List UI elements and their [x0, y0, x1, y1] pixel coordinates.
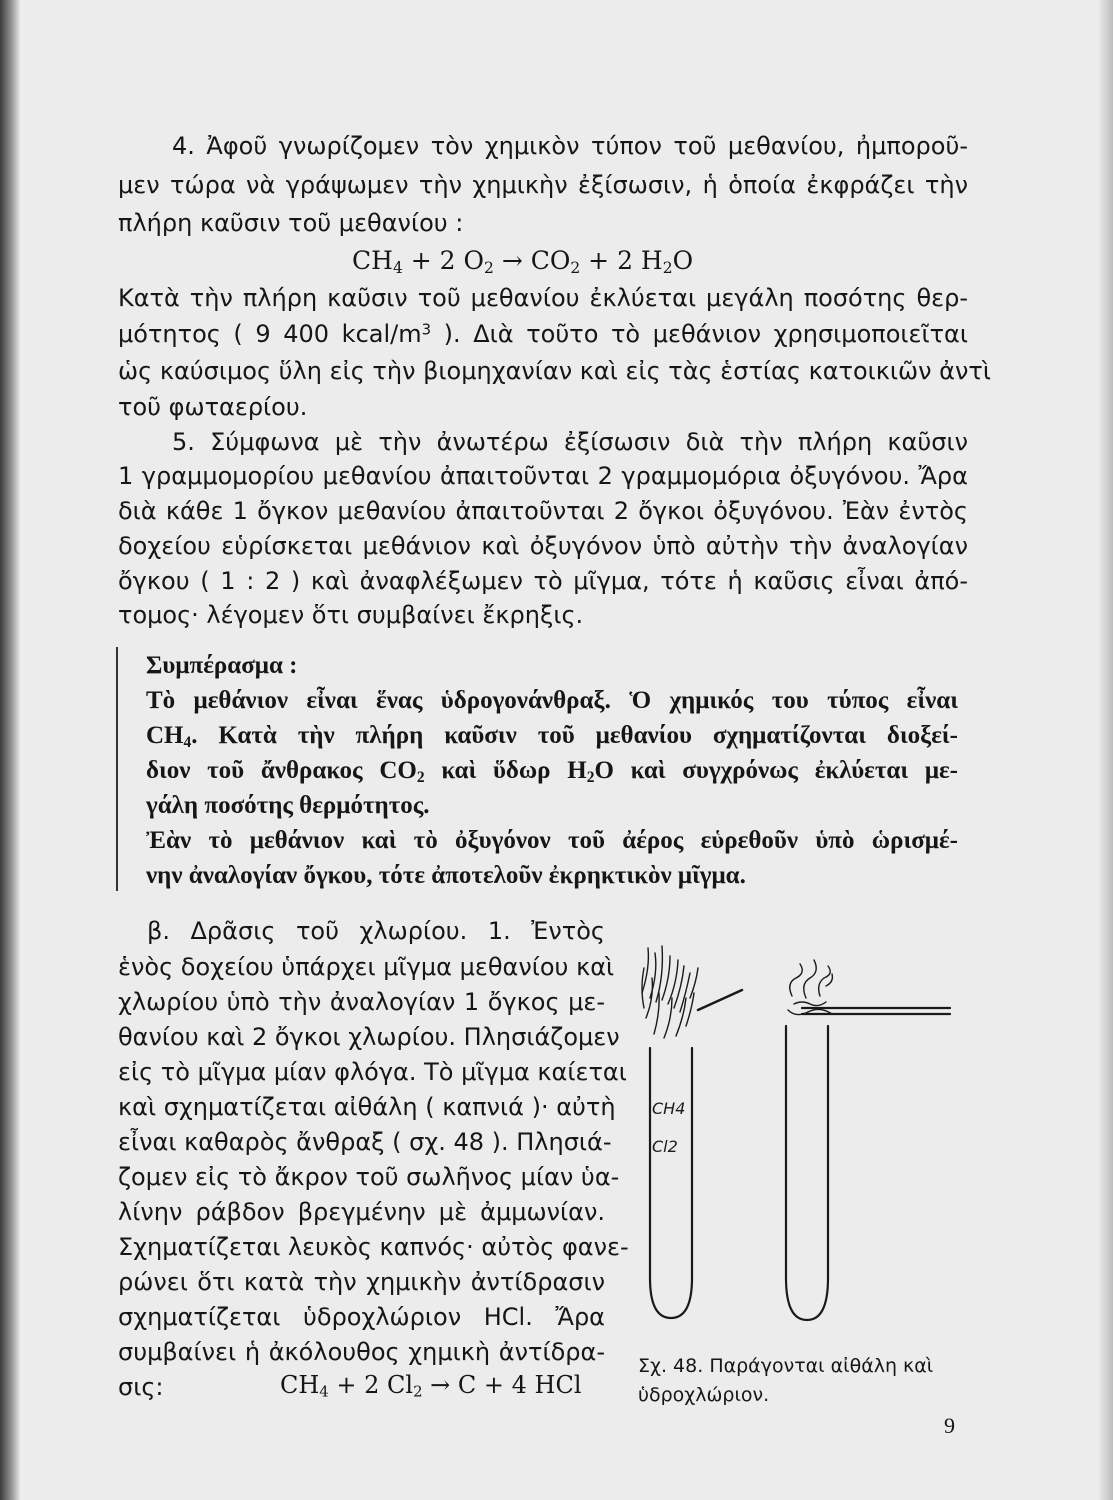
conclusion-heading: Συμπέρασμα :: [146, 652, 298, 679]
equation-methane-combustion: $CH_4 + 2$ $O_2 \to CO_2 + 2$ $H_2O$: [352, 246, 694, 277]
figure-48: [620, 938, 960, 1348]
conclusion-line5: Ἐὰν τὸ μεθάνιον καὶ τὸ ὀξυγόνον τοῦ ἀέρος εὑρεθοῦν ὑπὸ ὡρισμέ-: [146, 827, 958, 854]
para4-after-line3: τοῦ φωταερίου.: [118, 393, 308, 421]
sectionB-line6: καὶ σχηματίζεται αἰθάλη ( καπνιά )· αὐτὴ: [118, 1093, 616, 1121]
figure-caption: Σχ. 48. Παράγονται αἰθάλη καὶ ὑδροχλώριον.: [638, 1355, 934, 1406]
sectionB-line11: ρώνει ὅτι κατὰ τὴν χημικὴν ἀντίδρασιν: [118, 1268, 605, 1296]
sectionB-line4: θανίου καὶ 2 ὄγκοι χλωρίου. Πλησιάζομεν: [118, 1023, 620, 1051]
sectionB-line2: ἑνὸς δοχείου ὑπάρχει μῖγμα μεθανίου καὶ: [118, 953, 615, 981]
sectionB-line3: χλωρίου ὑπὸ τὴν ἀναλογίαν 1 ὄγκος με-: [118, 988, 605, 1016]
conclusion-line4: γάλη ποσότης θερμότητος.: [146, 792, 430, 819]
sectionB-line5: εἰς τὸ μῖγμα μίαν φλόγα. Τὸ μῖγμα καίεται: [118, 1058, 627, 1086]
para4-line1: 4. Ἀφοῦ γνωρίζομεν τὸν χημικὸν τύπον τοῦ μεθανίου, ἠμποροῦ-: [172, 132, 968, 160]
para5-line6: τομος· λέγομεν ὅτι συμβαίνει ἔκρηξις.: [118, 601, 584, 629]
sectionB-line9: λίνην ράβδον βρεγμένην μὲ ἀμμωνίαν.: [118, 1198, 605, 1226]
conclusion-line3: διον τοῦ ἄνθρακος $CO_2$ καὶ ὕδωρ $H_2O$ καὶ συγχρόνως ἐκλύεται με-: [146, 757, 958, 786]
para5-line2: 1 γραμμομορίου μεθανίου ἀπαιτοῦνται 2 γραμμομόρια ὀξυγόνου. Ἄρα: [118, 462, 968, 490]
sectionB-line8: ζομεν εἰς τὸ ἄκρον τοῦ σωλῆνος μίαν ὑα-: [118, 1163, 620, 1191]
page-left-edge: [0, 0, 20, 1500]
conclusion-line6: νην ἀναλογίαν ὄγκου, τότε ἀποτελοῦν ἐκρηκτικὸν μῖγμα.: [146, 862, 746, 889]
page-right-edge: [1099, 0, 1113, 1500]
sectionB-line7: εἶναι καθαρὸς ἄνθραξ ( σχ. 48 ). Πλησιά-: [118, 1128, 612, 1156]
test-tube-left: [650, 1048, 692, 1318]
sectionB-last-word: σις:: [118, 1373, 164, 1401]
sectionB-line12: σχηματίζεται ὑδροχλώριον HCl. Ἄρα: [118, 1303, 605, 1331]
label-ch4: CH4: [652, 1099, 686, 1118]
label-cl2: Cl2: [652, 1137, 678, 1156]
conclusion-line1: Τὸ μεθάνιον εἶναι ἕνας ὑδρογονάνθραξ. Ὁ χημικός του τύπος εἶναι: [146, 687, 958, 714]
para5-line4: δοχείου εὑρίσκεται μεθάνιον καὶ ὀξυγόνον ὑπὸ αὐτὴν τὴν ἀναλογίαν: [118, 532, 968, 560]
conclusion-bar: [116, 647, 118, 891]
conclusion-line2: $CH_4$. Κατὰ τὴν πλήρη καῦσιν τοῦ μεθανίου σχηματίζονται διοξεί-: [146, 722, 958, 751]
para4-line2: μεν τώρα νὰ γράψωμεν τὴν χημικὴν ἐξίσωσιν, ἡ ὁποία ἐκφράζει τὴν: [118, 171, 968, 199]
soot-flames-icon: [642, 946, 698, 1038]
para4-line3: πλήρη καῦσιν τοῦ μεθανίου :: [118, 209, 464, 237]
page-number: 9: [944, 1413, 955, 1438]
para4-after-line1: Κατὰ τὴν πλήρη καῦσιν τοῦ μεθανίου ἐκλύεται μεγάλη ποσότης θερ-: [118, 284, 968, 312]
para4-after-line2: ὡς καύσιμος ὕλη εἰς τὴν βιομηχανίαν καὶ εἰς τὰς ἑστίας κατοικιῶν ἀντὶ: [118, 357, 991, 385]
sectionB-line1: β. Δρᾶσις τοῦ χλωρίου. 1. Ἐντὸς: [147, 917, 605, 945]
test-tube-right: [786, 1026, 828, 1320]
para4-heat-line: μότητος ( 9 400 kcal/$m^3$ ). Διὰ τοῦτο τὸ μεθάνιον χρησιμοποιεῖται: [118, 320, 968, 348]
splint-left: [698, 990, 742, 1010]
equation-chlorination: $CH_4 + 2$ $Cl_2 \to C + 4$ HCl: [280, 1371, 582, 1401]
white-smoke-icon: [788, 960, 832, 1015]
para5-line1: 5. Σύμφωνα μὲ τὴν ἀνωτέρω ἐξίσωσιν διὰ τὴν πλήρη καῦσιν: [172, 428, 968, 456]
para5-line3: διὰ κάθε 1 ὄγκον μεθανίου ἀπαιτοῦνται 2 ὄγκοι ὀξυγόνου. Ἐὰν ἐντὸς: [118, 497, 968, 525]
sectionB-line10: Σχηματίζεται λευκὸς καπνός· αὐτὸς φανε-: [118, 1233, 629, 1261]
sectionB-line13: συμβαίνει ἡ ἀκόλουθος χημικὴ ἀντίδρα-: [118, 1338, 605, 1366]
para5-line5: ὄγκου ( 1 : 2 ) καὶ ἀναφλέξωμεν τὸ μῖγμα, τότε ἡ καῦσις εἶναι ἀπό-: [118, 567, 968, 595]
